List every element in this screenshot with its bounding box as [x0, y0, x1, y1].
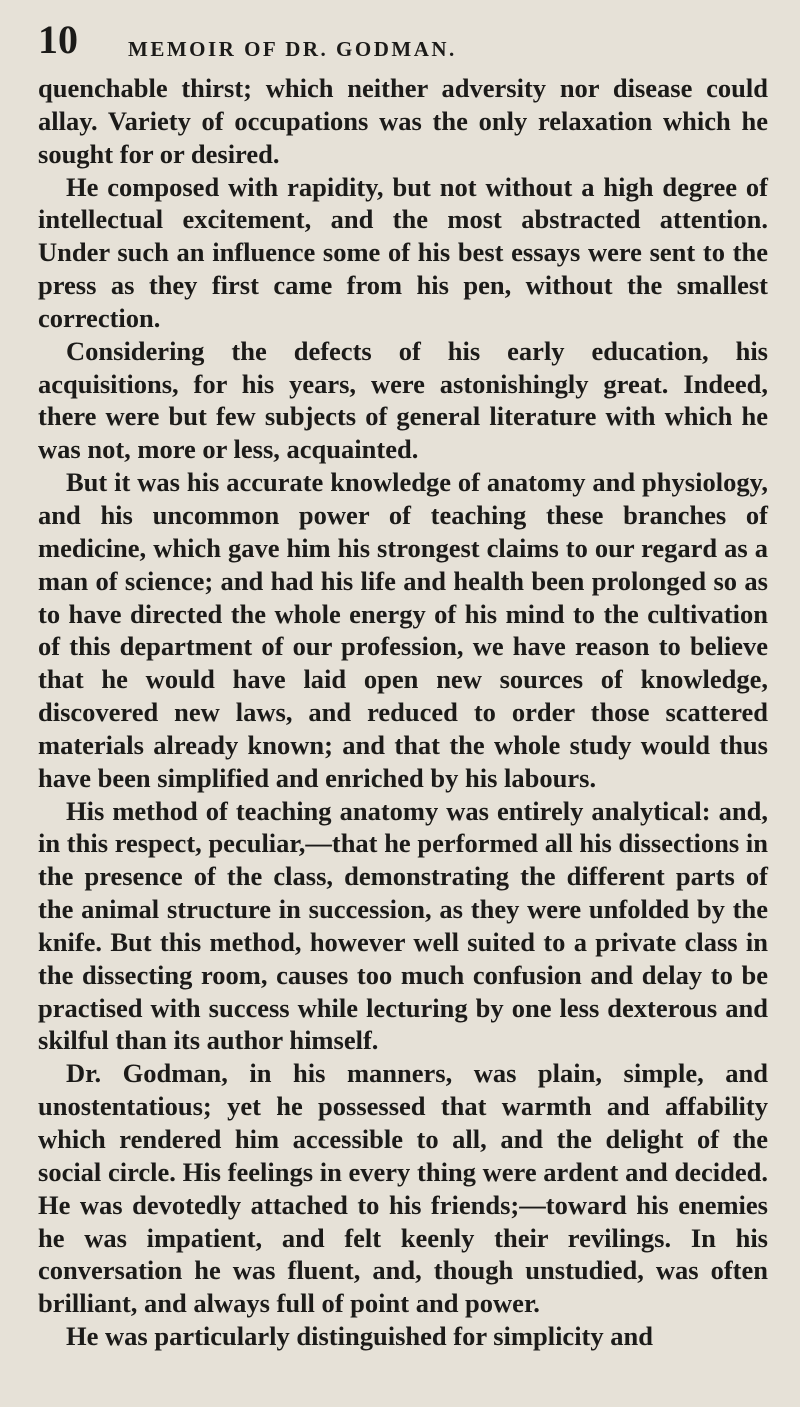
paragraph: But it was his accurate knowledge of anatomy and physiology, and his uncommon power of teaching these branches of medicine, which gave him his strongest claims to our regard as a man of science; and had his life and health been prolonged so as to have directed the whole energy of his mind to the cultivation of this department of our profession, we have reason to believe that he would have laid open new sources of knowledge, discovered new laws, and reduced to order those scattered materials already known; and that the whole study would thus have been simplified and enriched by his labours.	[38, 467, 768, 793]
paragraph: His method of teaching anatomy was entirely analytical: and, in this respect, peculiar,—that he performed all his dissections in the presence of the class, demonstrating the different parts of the animal structure in succession, as they were unfolded by the knife. But this method, however well suited to a private class in the dissecting room, causes too much confusion and delay to be practised with success while lecturing by one less dexterous and skilful than its author himself.	[38, 795, 768, 1056]
body-text	[38, 72, 768, 1353]
page-header	[38, 16, 768, 64]
paragraph: Considering the defects of his early education, his acquisitions, for his years, were astonishingly great. Indeed, there were but few subjects of general literature with which he was not, more or less, acquainted.	[38, 335, 768, 465]
paragraph: quenchable thirst; which neither adversity nor disease could allay. Variety of occupations was the only relaxation which he sought for or desired.	[38, 73, 768, 169]
running-head: MEMOIR OF DR. GODMAN.	[128, 37, 457, 61]
page-number: 10	[38, 17, 78, 62]
paragraph: He composed with rapidity, but not without a high degree of intellectual excitement, and the most abstracted attention. Under such an influence some of his best essays were sent to the press as they first came from his pen, without the smallest correction.	[38, 171, 768, 333]
paragraph: Dr. Godman, in his manners, was plain, simple, and unostentatious; yet he possessed that warmth and affability which rendered him accessible to all, and the delight of the social circle. His feelings in every thing were ardent and decided. He was devotedly attached to his friends;—toward his enemies he was impatient, and felt keenly their revilings. In his conversation he was fluent, and, though unstudied, was often brilliant, and always full of point and power.	[38, 1058, 768, 1319]
paragraph: He was particularly distinguished for simplicity and	[66, 1321, 653, 1352]
